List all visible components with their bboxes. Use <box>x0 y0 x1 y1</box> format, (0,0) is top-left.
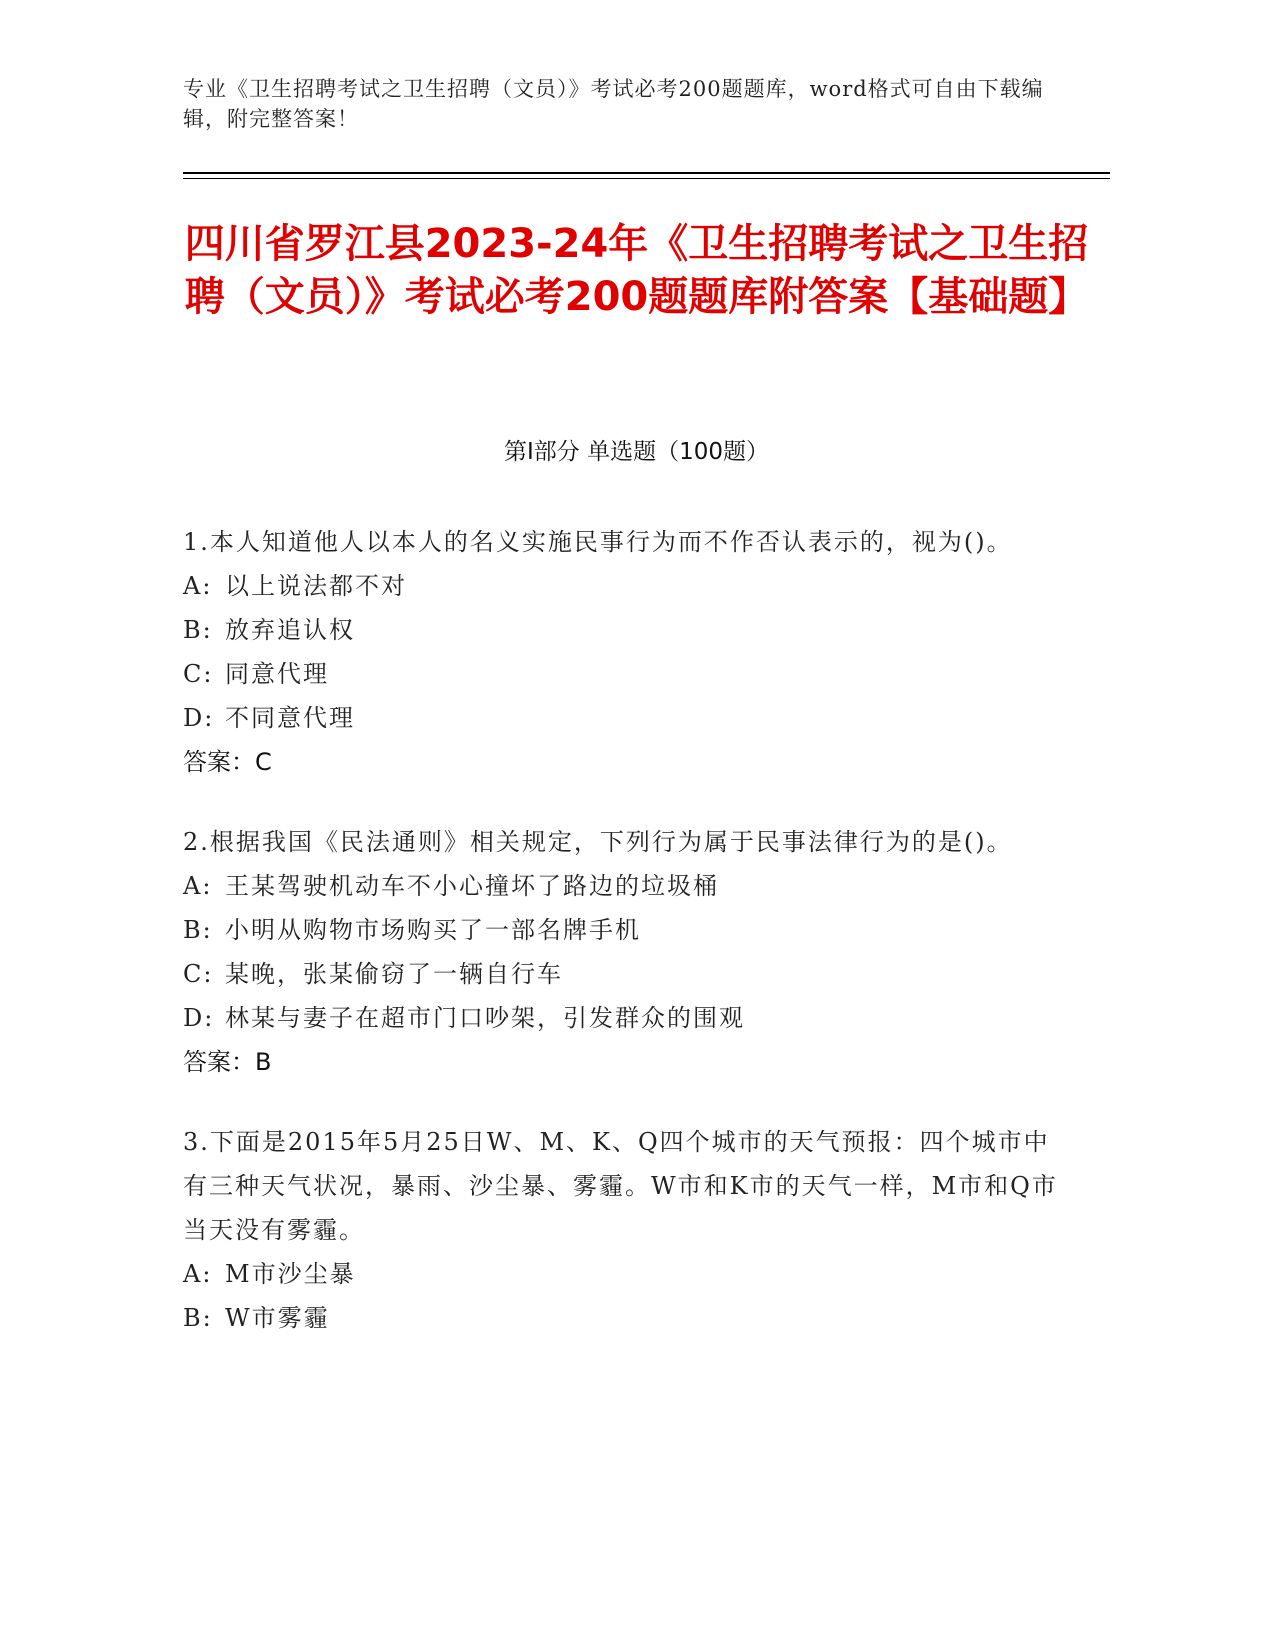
section-title: 第Ⅰ部分 单选题（100题） <box>504 439 769 465</box>
option-letter: C: <box>183 960 214 988</box>
option-letter: D: <box>183 1004 215 1032</box>
option-a <box>183 864 1063 908</box>
question-2 <box>183 820 1063 1084</box>
question-list <box>183 520 1063 1376</box>
option-text: W市雾霾 <box>225 1304 330 1332</box>
option-d <box>183 696 1063 740</box>
option-a <box>183 564 1063 608</box>
option-letter: B: <box>183 916 213 944</box>
question-stem: 2.根据我国《民法通则》相关规定，下列行为属于民事法律行为的是()。 <box>183 828 1013 856</box>
option-letter: C: <box>183 660 214 688</box>
document-title: 四川省罗江县2023-24年《卫生招聘考试之卫生招聘（文员）》考试必考200题题库附答案【基础题】 <box>184 221 1089 320</box>
option-b <box>183 608 1063 652</box>
option-text: 不同意代理 <box>225 704 355 732</box>
option-text: 同意代理 <box>225 660 329 688</box>
question-3 <box>183 1120 1063 1340</box>
option-b <box>183 1296 1063 1340</box>
option-text: M市沙尘暴 <box>225 1260 356 1288</box>
option-c <box>183 652 1063 696</box>
option-letter: D: <box>183 704 215 732</box>
header-divider-thin <box>183 178 1110 179</box>
header-note: 专业《卫生招聘考试之卫生招聘（文员）》考试必考200题题库，word格式可自由下载编辑，附完整答案！ <box>183 77 1044 131</box>
option-letter: B: <box>183 616 213 644</box>
question-stem: 1.本人知道他人以本人的名义实施民事行为而不作否认表示的，视为()。 <box>183 528 1013 556</box>
option-letter: B: <box>183 1304 213 1332</box>
option-letter: A: <box>183 872 213 900</box>
question-stem: 3.下面是2015年5月25日W、M、K、Q四个城市的天气预报：四个城市中有三种天气状况，暴雨、沙尘暴、雾霾。W市和K市的天气一样，M市和Q市当天没有雾霾。 <box>183 1128 1058 1244</box>
option-text: 放弃追认权 <box>225 616 355 644</box>
option-text: 王某驾驶机动车不小心撞坏了路边的垃圾桶 <box>225 872 719 900</box>
question-1 <box>183 520 1063 784</box>
option-letter: A: <box>183 1260 213 1288</box>
option-d <box>183 996 1063 1040</box>
option-c <box>183 952 1063 996</box>
option-b <box>183 908 1063 952</box>
answer-line: 答案：C <box>183 748 272 776</box>
option-a <box>183 1252 1063 1296</box>
option-text: 某晚，张某偷窃了一辆自行车 <box>225 960 563 988</box>
answer-line: 答案：B <box>183 1048 272 1076</box>
option-text: 小明从购物市场购买了一部名牌手机 <box>225 916 641 944</box>
option-text: 以上说法都不对 <box>225 572 407 600</box>
option-text: 林某与妻子在超市门口吵架，引发群众的围观 <box>225 1004 745 1032</box>
header-divider-thick <box>183 172 1110 174</box>
option-letter: A: <box>183 572 213 600</box>
